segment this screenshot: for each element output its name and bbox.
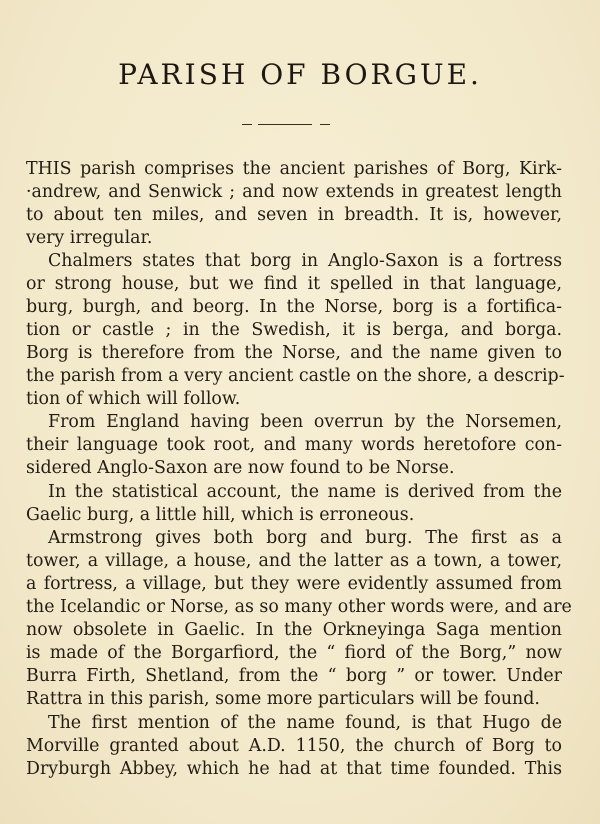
text-line: the Icelandic or Norse, as so many other words were, and are: [26, 597, 572, 617]
text-line: Gaelic burg, a little hill, which is erroneous.: [26, 505, 415, 525]
text-line: Armstrong gives both borg and burg. The first as a: [48, 528, 562, 548]
text-line: is made of the Borgarfiord, the “ fiord of the Borg,” now: [26, 643, 562, 663]
text-line: to about ten miles, and seven in breadth. It is, however,: [26, 205, 562, 225]
text-line: Chalmers states that borg in Anglo-Saxon is a fortress: [48, 251, 562, 271]
text-line: tion or castle ; in the Swedish, it is berga, and borga.: [26, 320, 562, 340]
text-line: now obsolete in Gaelic. In the Orkneyinga Saga mention: [26, 620, 562, 640]
text-line: The first mention of the name found, is that Hugo de: [48, 713, 562, 733]
text-line: tion of which will follow.: [26, 389, 241, 409]
text-line: Borg is therefore from the Norse, and the name given to: [26, 343, 562, 363]
text-line: a fortress, a village, but they were evidently assumed from: [26, 574, 562, 594]
title-divider: [242, 123, 332, 126]
text-line: very irregular.: [26, 228, 153, 248]
text-line: From England having been overrun by the Norsemen,: [48, 412, 562, 432]
text-line: ·andrew, and Senwick ; and now extends in greatest length: [26, 182, 562, 202]
text-line: their language took root, and many words heretofore con-: [26, 435, 562, 455]
text-line: the parish from a very ancient castle on the shore, a descrip-: [26, 366, 565, 386]
text-line: or strong house, but we find it spelled in that language,: [26, 274, 562, 294]
text-line: tower, a village, a house, and the latter as a town, a tower,: [26, 551, 562, 571]
text-line: sidered Anglo-Saxon are now found to be Norse.: [26, 458, 455, 478]
text-line: In the statistical account, the name is derived from the: [48, 482, 562, 502]
text-line: Morville granted about A.D. 1150, the church of Borg to: [26, 736, 562, 756]
page-title: PARISH OF BORGUE.: [118, 58, 482, 91]
text-line: Burra Firth, Shetland, from the “ borg ” or tower. Under: [26, 666, 562, 686]
text-line: burg, burgh, and beorg. In the Norse, borg is a fortifica-: [26, 297, 562, 317]
text-line: Dryburgh Abbey, which he had at that time founded. This: [26, 759, 562, 779]
text-line: Rattra in this parish, some more particulars will be found.: [26, 689, 540, 709]
text-line: THIS parish comprises the ancient parishes of Borg, Kirk-: [26, 159, 562, 179]
